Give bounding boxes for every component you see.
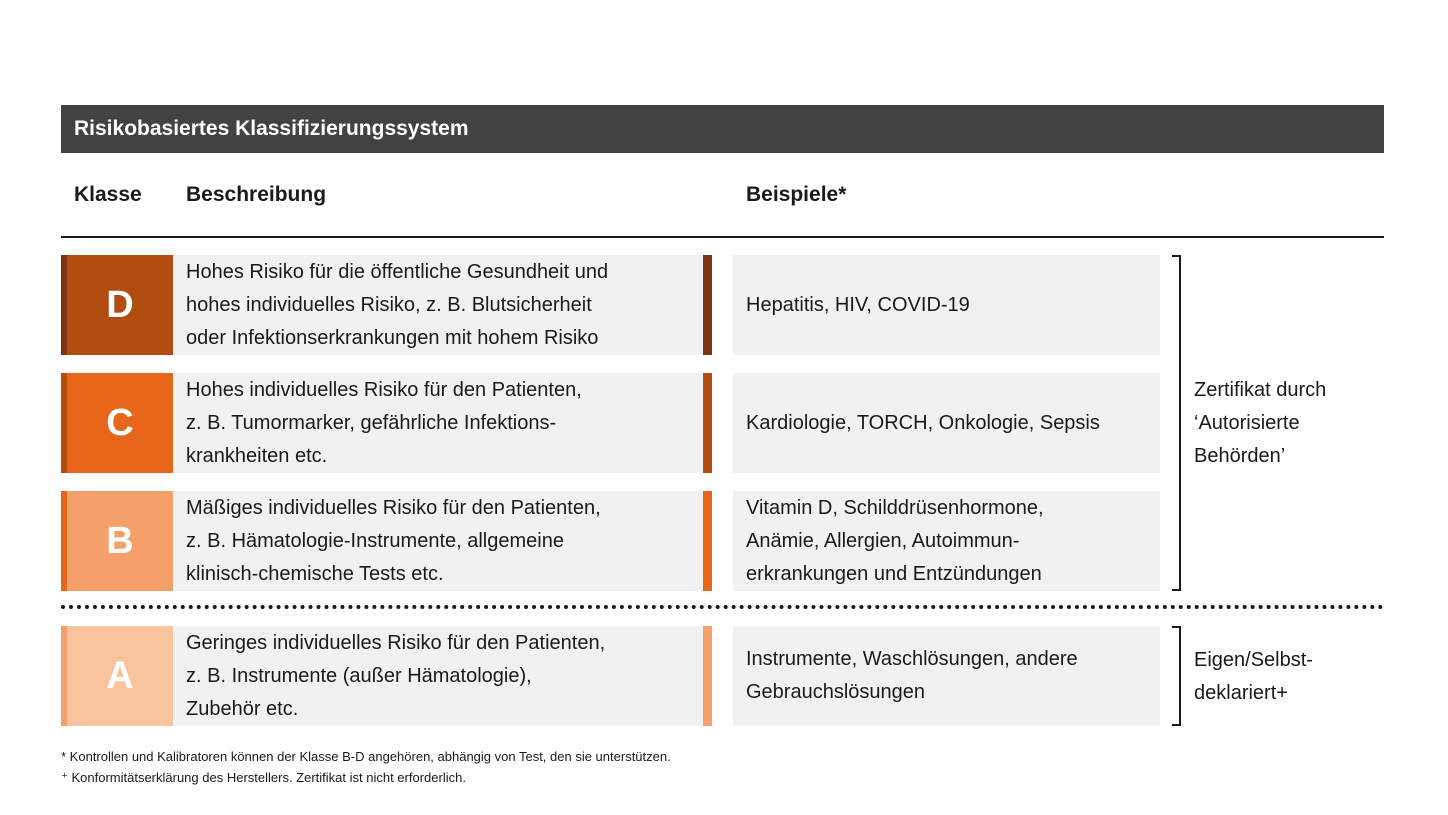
examples-text: Hepatitis, HIV, COVID-19: [746, 293, 970, 316]
class-examples: [733, 491, 1160, 591]
class-examples: [733, 373, 1160, 473]
class-row-a: [61, 626, 1161, 726]
class-badge: B: [67, 491, 173, 591]
class-examples: [733, 255, 1160, 355]
class-description: [173, 373, 703, 473]
class-description: [173, 491, 703, 591]
footnote-controls: * Kontrollen und Kalibratoren können der Klasse B-D angehören, abhängig von Test, den sie unterstützen.: [61, 749, 671, 764]
certificate-label: Zertifikat durch ‘Autorisierte Behörden’: [1194, 379, 1327, 467]
class-row-b: [61, 491, 1161, 591]
examples-text: Instrumente, Waschlösungen, andere Gebrauchslösungen: [746, 648, 1078, 703]
class-description: [173, 255, 703, 355]
class-row-c: [61, 373, 1161, 473]
header-beispiele: Beispiele*: [746, 183, 847, 206]
certificate-bracket: [1172, 255, 1181, 591]
dotted-divider: [61, 605, 1384, 609]
class-badge: A: [67, 626, 173, 726]
description-text: Hohes Risiko für die öffentliche Gesundheit und hohes individuelles Risiko, z. B. Blutsicherheit oder Infektionserkrankungen mit hohem Risiko: [186, 260, 609, 349]
class-examples: [733, 626, 1160, 726]
self-declared-bracket: [1172, 626, 1181, 726]
row-separator: [703, 373, 712, 473]
row-separator: [703, 626, 712, 726]
class-badge: D: [67, 255, 173, 355]
header-klasse: Klasse: [74, 183, 142, 206]
header-divider: [61, 236, 1384, 238]
footnote-conformity: ⁺ Konformitätserklärung des Herstellers. Zertifikat ist nicht erforderlich.: [61, 770, 466, 785]
table-title: Risikobasiertes Klassifizierungssystem: [61, 105, 1384, 153]
self-declared-label: Eigen/Selbst- deklariert+: [1194, 649, 1313, 704]
class-row-d: [61, 255, 1161, 355]
examples-text: Vitamin D, Schilddrüsenhormone, Anämie, Allergien, Autoimmun- erkrankungen und Entzündungen: [746, 496, 1044, 585]
description-text: Hohes individuelles Risiko für den Patienten, z. B. Tumormarker, gefährliche Infektions- krankheiten etc.: [186, 378, 582, 467]
class-description: [173, 626, 703, 726]
header-beschreibung: Beschreibung: [186, 183, 327, 206]
description-text: Mäßiges individuelles Risiko für den Patienten, z. B. Hämatologie-Instrumente, allgemeine klinisch-chemische Tests etc.: [186, 496, 601, 585]
description-text: Geringes individuelles Risiko für den Patienten, z. B. Instrumente (außer Hämatologie), Zubehör etc.: [186, 631, 606, 720]
class-badge: C: [67, 373, 173, 473]
row-separator: [703, 491, 712, 591]
row-separator: [703, 255, 712, 355]
examples-text: Kardiologie, TORCH, Onkologie, Sepsis: [746, 411, 1100, 434]
